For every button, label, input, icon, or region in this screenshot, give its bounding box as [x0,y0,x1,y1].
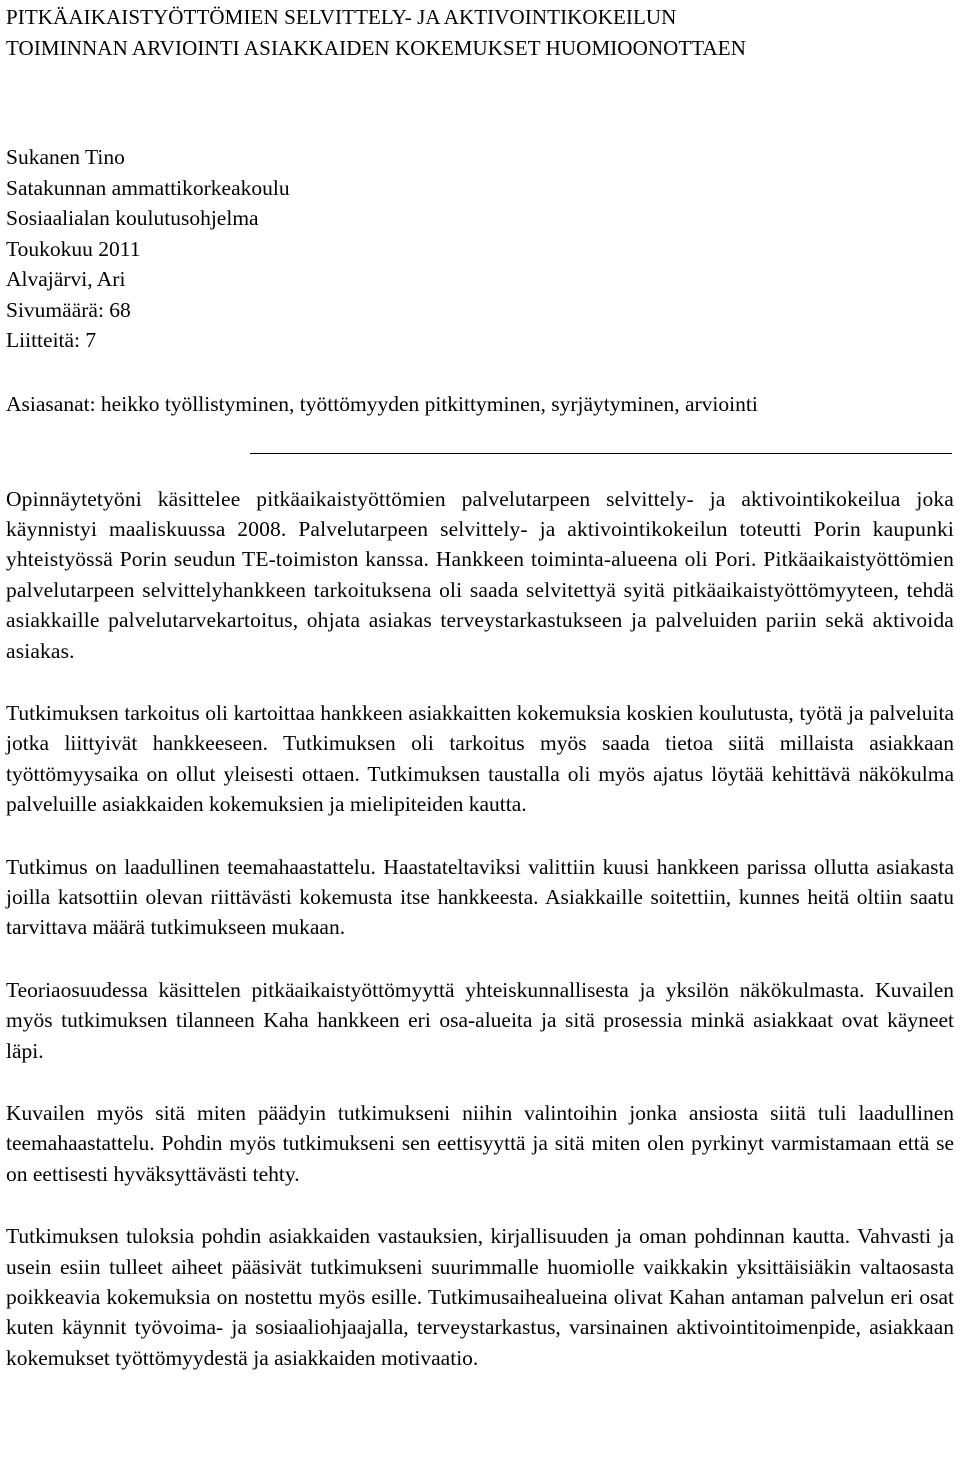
thesis-title [6,2,954,64]
abstract-paragraph-5: Kuvailen myös sitä miten päädyin tutkimukseni niihin valintoihin jonka ansiosta siitä tuli laadullinen teemahaastattelu. Pohdin myös tutkimukseni sen eettisyyttä ja sitä miten olen pyrkinyt varmistamaan että se on eettisesti hyväksyttävästi tehty. [6,1101,954,1186]
degree-programme: Sosiaalialan koulutusohjelma [6,206,259,230]
abstract-paragraph-2: Tutkimuksen tarkoitus oli kartoittaa hankkeen asiakkaitten kokemuksia koskien koulutusta, työtä ja palveluita jotka liittyivät hankkeeseen. Tutkimuksen oli tarkoitus myös saada tietoa siitä millaista asiakkaan työttömyysaika on ollut yleisesti ottaen. Tutkimuksen taustalla oli myös ajatus löytää kehittävä näkökulma palveluille asiakkaiden kokemuksien ja mielipiteiden kautta. [6,700,954,817]
publication-date: Toukokuu 2011 [6,236,141,261]
title-line-1: PITKÄAIKAISTYÖTTÖMIEN SELVITTELY- JA AKTIVOINTIKOKEILUN [6,5,677,29]
page-count: Sivumäärä: 68 [6,297,131,322]
abstract-paragraph-4: Teoriaosuudessa käsittelen pitkäaikaistyöttömyyttä yhteiskunnallisesta ja yksilön näkökulmasta. Kuvailen myös tutkimuksen tilanneen Kaha hankkeen eri osa-alueita ja sitä prosessia minkä asiakkaat ovat käyneet läpi. [6,977,954,1063]
abstract-paragraph-1: Opinnäytetyöni käsittelee pitkäaikaistyöttömien palvelutarpeen selvittely- ja aktivointikokeilua joka käynnistyi maaliskuussa 2008. Palvelutarpeen selvittely- ja aktivointikokeilun toteutti Porin kaupunki yhteistyössä Porin seudun TE-toimiston kanssa. Hankkeen toiminta-alueena oli Pori. Pitkäaikaistyöttömien palvelutarpeen selvittelyhankkeen tarkoituksena oli saada selvitettyä syitä pitkäaikaistyöttömyyteen, tehdä asiakkaille palvelutarvekartoitus, ohjata asiakas terveystarkastukseen ja palveluiden pariin sekä aktivoida asiakas. [6,486,954,663]
supervisor-name: Alvajärvi, Ari [6,267,126,291]
title-line-2: TOIMINNAN ARVIOINTI ASIAKKAIDEN KOKEMUKSET HUOMIOONOTTAEN [6,36,747,60]
appendix-count: Liitteitä: 7 [6,328,97,352]
author-name: Sukanen Tino [6,145,125,169]
school-name: Satakunnan ammattikorkeakoulu [6,175,290,200]
section-divider [250,453,952,454]
abstract-paragraph-3: Tutkimus on laadullinen teemahaastattelu. Haastateltaviksi valittiin kuusi hankkeen parissa ollutta asiakasta joilla katsottiin olevan riittävästi kokemusta itse hankkeesta. Asiakkaille soitettiin, kunnes heitä oltiin saatu tarvittava määrä tutkimukseen mukaan. [6,854,954,940]
thesis-metadata [6,142,954,356]
abstract-paragraph-6: Tutkimuksen tuloksia pohdin asiakkaiden vastauksien, kirjallisuuden ja oman pohdinnan kautta. Vahvasti ja usein esiin tulleet aiheet pääsivät tutkimukseni suurimmalle huomiolle vaikkakin yksittäisiäkin valtaosasta poikkeavia kokemuksia on nostettu myös esille. Tutkimusaihealueina olivat Kahan antaman palvelun eri osat kuten käynnit työvoima- ja sosiaaliohjaajalla, terveystarkastus, varsinainen aktivointitoimenpide, asiakkaan kokemukset työttömyydestä ja asiakkaiden motivaatio. [6,1224,954,1370]
keywords: Asiasanat: heikko työllistyminen, työttömyyden pitkittyminen, syrjäytyminen, arviointi [6,391,758,416]
document-page [6,0,954,1405]
abstract [6,484,954,1374]
